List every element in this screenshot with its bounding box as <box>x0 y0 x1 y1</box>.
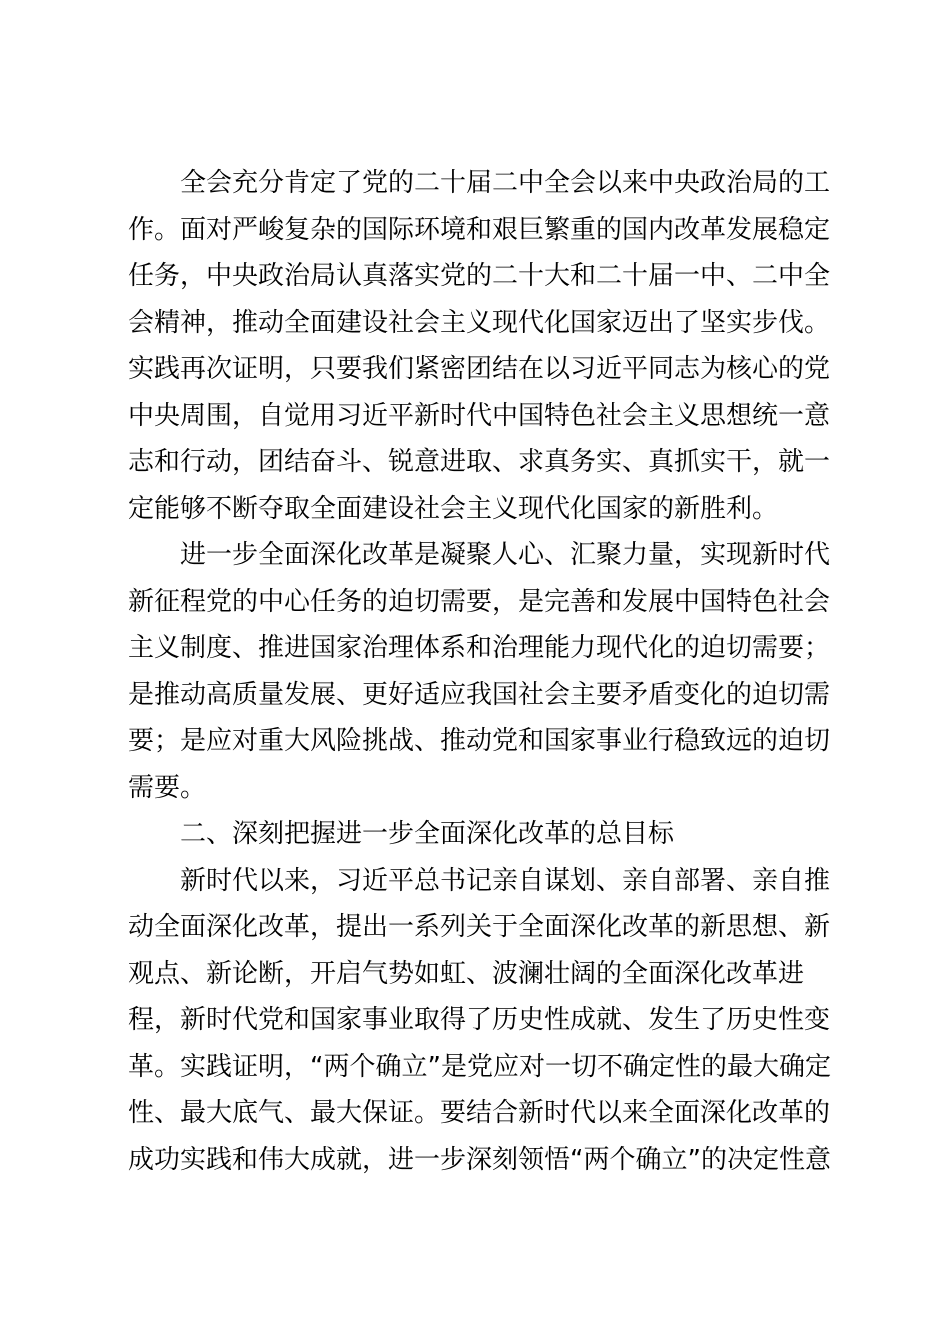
paragraph-line: 任务，中央政治局认真落实党的二十大和二十届一中、二中全 <box>128 261 831 291</box>
paragraph-line: 新时代以来，习近平总书记亲自谋划、亲自部署、亲自推 <box>180 865 831 896</box>
paragraph-line: 性、最大底气、最大保证。要结合新时代以来全面深化改革的 <box>128 1098 831 1128</box>
paragraph-line: 要；是应对重大风险挑战、推动党和国家事业行稳致远的迫切 <box>128 726 831 756</box>
paragraph-line: 会精神，推动全面建设社会主义现代化国家迈出了坚实步伐。 <box>128 307 831 338</box>
paragraph-line: 动全面深化改革，提出一系列关于全面深化改革的新思想、新 <box>128 912 831 942</box>
paragraph-line: 定能够不断夺取全面建设社会主义现代化国家的新胜利。 <box>128 493 779 524</box>
paragraph-line: 程，新时代党和国家事业取得了历史性成就、发生了历史性变 <box>128 1005 831 1035</box>
paragraph-line: 实践再次证明，只要我们紧密团结在以习近平同志为核心的党 <box>128 354 831 384</box>
paragraph-line: 作。面对严峻复杂的国际环境和艰巨繁重的国内改革发展稳定 <box>128 214 831 245</box>
paragraph-line: 新征程党的中心任务的迫切需要，是完善和发展中国特色社会 <box>128 586 831 617</box>
paragraph-line: 观点、新论断，开启气势如虹、波澜壮阔的全面深化改革进 <box>128 958 805 989</box>
paragraph-line: 成功实践和伟大成就，进一步深刻领悟“两个确立”的决定性意 <box>128 1144 831 1175</box>
paragraph-line: 志和行动，团结奋斗、锐意进取、求真务实、真抓实干，就一 <box>128 447 831 477</box>
paragraph-line: 主义制度、推进国家治理体系和治理能力现代化的迫切需要； <box>128 633 831 663</box>
paragraph-line: 需要。 <box>128 772 207 803</box>
paragraph-line: 革。实践证明，“两个确立”是党应对一切不确定性的最大确定 <box>128 1051 831 1082</box>
paragraph-line: 全会充分肯定了党的二十届二中全会以来中央政治局的工 <box>180 168 831 198</box>
document-body <box>128 160 831 1183</box>
section-heading: 二、深刻把握进一步全面深化改革的总目标 <box>180 819 675 849</box>
paragraph-line: 是推动高质量发展、更好适应我国社会主要矛盾变化的迫切需 <box>128 679 831 710</box>
paragraph-line: 进一步全面深化改革是凝聚人心、汇聚力量，实现新时代 <box>180 540 831 570</box>
paragraph-line: 中央周围，自觉用习近平新时代中国特色社会主义思想统一意 <box>128 400 831 431</box>
